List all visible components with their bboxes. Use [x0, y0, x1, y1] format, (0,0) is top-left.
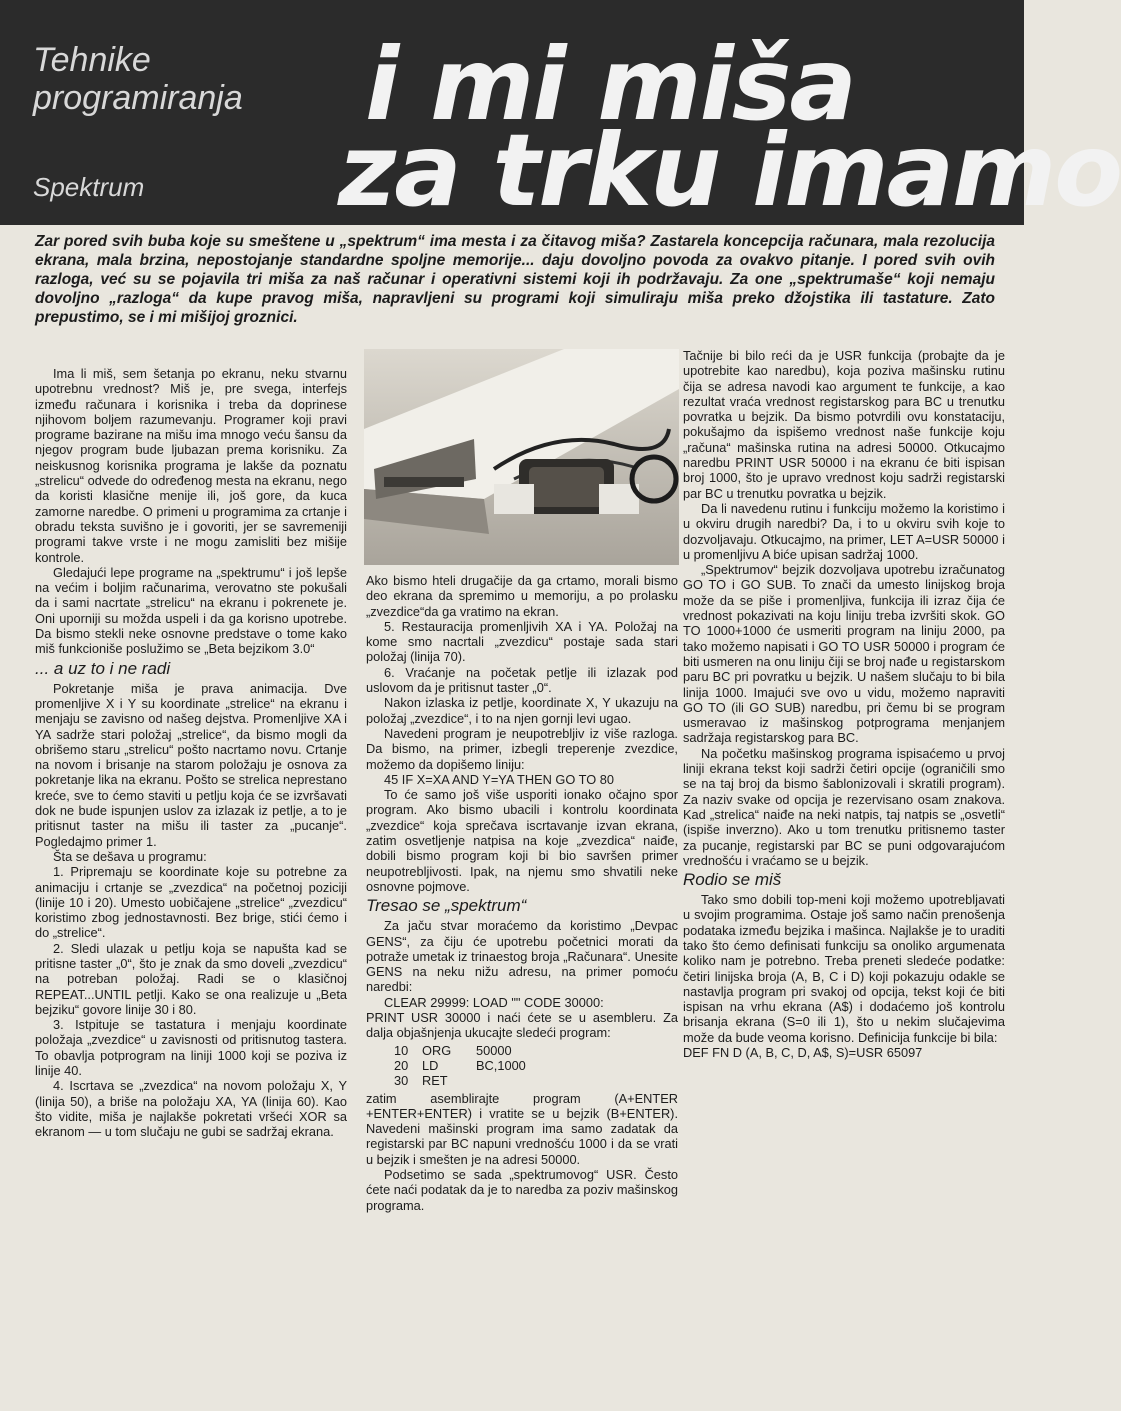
subheading: ... a uz to i ne radi: [35, 658, 171, 678]
article-title-line-2: za trku imamo: [338, 112, 1121, 229]
asm-line: [366, 1058, 678, 1073]
paragraph: 3. Istpituje se tastatura i menjaju koordinate položaja „zvezdice“ u zavisnosti od pritisnutog tastera. To obavlja potprogram na liniji 1000 koji se poziva iz linije 40.: [35, 1017, 347, 1079]
paragraph: Nakon izlaska iz petlje, koordinate X, Y ukazuju na položaj „zvezdice“, i to na njen gornji levi ugao.: [366, 695, 678, 726]
computer-mouse-photo: [364, 349, 679, 565]
subheading: Rodio se miš: [683, 870, 782, 890]
asm-line-number: 30: [394, 1073, 409, 1089]
paragraph: Pokretanje miša je prava animacija. Dve promenljive X i Y su koordinate „strelice“ na ekranu i menjaju se zavisno od našeg dejstva. Promenljive XA i YA sadrže stari položaj „strelice“, da bismo mogli da obrišemo staru „strelicu“ pošto nacrtamo novu. Crtanje na novom i brisanje na starom položaju je osnova za pokretanje lika na ekranu. Pošto se strelica neprestano kreće, sve to ćemo staviti u petlju koja će se izvršavati dok ne bude ispunjen uslov za izlazak iz petlje, a to je pritisnut taster na mišu ili taster za „pucanje“. Pogledajmo primer 1.: [35, 680, 347, 849]
paragraph: Gledajući lepe programe na „spektrumu“ i još lepše na većim i boljim računarima, verovatno ste pokušali da i sami nacrtate „strelicu“ na ekranu i pokrenete je. Oni uporniji su možda uspeli i da ga korisno upotrebe. Da bismo stekli neke osnovne predstave o tome kako miš funkcioniše poslužimo se „Beta bejzikom 3.0“: [35, 564, 347, 657]
asm-arg: BC,1000: [476, 1057, 526, 1073]
paragraph: 4. Iscrtava se „zvezdica“ na novom položaju X, Y (linija 50), a briše na položaju XA, YA (linija 60). Kao što vidite, miša je najlakše pokretati vršeći XOR sa ekranom — u tom slučaju ne gubi se sadržaj ekrana.: [35, 1078, 347, 1140]
code-line: 45 IF X=XA AND Y=YA THEN GO TO 80: [384, 771, 614, 787]
paragraph: Tako smo dobili top-meni koji možemo upotrebljavati u svojim programima. Ostaje još samo način prenošenja podataka između bejzika i mašinca. Najlakše je to uraditi tako što ćemo definisati funkciju sa onoliko argumenata koliko nam je potrebno. Treba preneti sledeće podatke: četiri linijska broja (A, B, C i D) koji pokazuju odakle se nastavlja program pri svakoj od opcija, tekst koji će biti ispisan na vrhu ekrana (A$) i dodaćemo još kontrolu brisanja ekrana (S=0 ili 1), što u nekim slučajevima može da bude veoma korisno. Definicija funkcije bi bila:: [683, 892, 1005, 1045]
asm-op: LD: [422, 1057, 439, 1073]
paragraph: PRINT USR 30000 i naći ćete se u asembleru. Za dalja objašnjenja ukucajte sledeći program:: [366, 1010, 678, 1041]
code-line: CLEAR 29999: LOAD "" CODE 30000:: [384, 994, 604, 1010]
column-3: [683, 348, 1005, 1060]
paragraph: 6. Vraćanje na početak petlje ili izlazak pod uslovom da je pritisnut taster „0“.: [366, 664, 678, 696]
asm-line: [366, 1043, 678, 1058]
section-label-2: programiranja: [33, 79, 243, 117]
asm-op: RET: [422, 1073, 448, 1089]
paragraph: Ako bismo hteli drugačije da ga crtamo, morali bismo deo ekrana da spremimo u memoriju, a po prolasku „zvezdice“da ga vratimo na ekran.: [366, 573, 678, 619]
paragraph: Tačnije bi bilo reći da je USR funkcija (probajte da je upotrebite kao naredbu), koja poziva mašinsku rutinu čija se adresa navodi kao argument te funkcije, a kao rezultat vraća vrednost registarskog para BC u trenutku povratka u bejzik. Da bismo potvrdili ovu konstataciju, pokušajmo da ispišemo vrednost naše funkcije koju „računa“ mašinska rutina na adresi 50000. Otkucajmo naredbu PRINT USR 50000 i na ekranu će biti ispisan broj 1000, što je upravo vrednost koju sadrži registarski par BC u trenutku povratka u bejzik.: [683, 348, 1005, 501]
asm-line: [366, 1073, 678, 1088]
column-1: [35, 366, 347, 1140]
paragraph: Ima li miš, sem šetanja po ekranu, neku stvarnu upotrebnu vrednost? Miš je, pre svega, interfejs između računara i korisnika i treba da doprinese njihovom boljem razumevanju. Programer koji pravi programe bazirane na mišu ima mnogo veću šansu da njegov program bude ljubazan prema korisniku. Za neiskusnog korisnika programa je lakše da poznatu „strelicu“ odvede do određenog mesta na ekranu, nego da koristi klasične menije ili, još gore, da kuca zamorne naredbe. O primeni u programima za crtanje i obradu teksta suvišno je i govoriti, jer se savremeniji programi takve vrste i ne mogu zamisliti bez mišije kontrole.: [35, 366, 347, 565]
paragraph: Za jaču stvar moraćemo da koristimo „Devpac GENS“, za čiju će upotrebu početnici morati da potraže umetak iz trinaestog broja „Računara“. Unesite GENS na neku nižu adresu, na primer pomoću naredbi:: [366, 918, 678, 995]
column-2: [366, 573, 678, 1213]
paragraph: Navedeni program je neupotrebljiv iz više razloga. Da bismo, na primer, izbegli treperenje zvezdice, možemo da dopišemo liniju:: [366, 725, 678, 772]
asm-arg: 50000: [476, 1042, 512, 1058]
article-lead: Zar pored svih buba koje su smeštene u „spektrum“ ima mesta i za čitavog miša? Zastarela koncepcija računara, mala rezolucija ekrana, mala brzina, nepostojanje standardne spoljne memorije... daju dovoljno povoda za ovakvo pitanje. I pored svih ovih razloga, već su se pojavila tri miša za naš računar i operativni sistemi koji ih podržavaju. Za one „spektrumaše“ koji nemaju dovoljno „razloga“ da kupe pravog miša, napravljeni su programi koji simuliraju miša preko džojstika ili tastature. Zato prepustimo, se i mi mišijoj groznici.: [35, 233, 995, 326]
paragraph: Podsetimo se sada „spektrumovog“ USR. Često ćete naći podatak da je to naredba za poziv mašinskog programa.: [366, 1166, 678, 1213]
asm-line-number: 10: [394, 1042, 409, 1058]
assembler-listing: [366, 1043, 678, 1089]
asm-op: ORG: [422, 1042, 452, 1058]
subheading: Tresao se „spektrum“: [366, 896, 527, 916]
paragraph: Na početku mašinskog programa ispisaćemo u prvoj liniji ekrana tekst koji sadrži četiri opcije (ograničili smo se na taj broj da bismo šablonizovali i skratili program). Za naziv svake od opcija je rezervisano osam znakova. Kad „strelica“ naiđe na neki natpis, taj natpis se „osvetli“ (ispiše inverzno). Ako u tom trenutku pritisnemo taster za pucanje, registarski par BC se puni odgovarajućom vrednošću i vraćamo se u bejzik.: [683, 745, 1005, 868]
paragraph: To će samo još više usporiti ionako očajno spor program. Ako bismo ubacili i kontrolu koordinata „zvezdice“ koja sprečava iscrtavanje izvan ekrana, zatim osvetljenje natpisa na koje „zvezdica“ naiđe, dobili bismo program koji bi bio savršen primer neupotrebljivosti. Ipak, na njemu smo shvatili neke osnovne pojmove.: [366, 787, 678, 894]
article-title-line-1: i mi miša: [365, 26, 855, 143]
paragraph: Da li navedenu rutinu i funkciju možemo la koristimo i u okviru drugih naredbi? Da, i to u okviru svih koje to dozvoljavaju. Otkucajmo, na primer, LET A=USR 50000 i u promenljivu A biće upisan sadržaj 1000.: [683, 500, 1005, 562]
paragraph: 2. Sledi ulazak u petlju koja se napušta kad se pritisne taster „0“, što je znak da smo doveli „zvezdicu“ na potreban položaj. Radi se o klasičnoj REPEAT...UNTIL petlji. Kako se ona realizuje u „Beta bejziku“ govore linije 30 i 80.: [35, 940, 347, 1017]
section-label: Tehnike: [33, 41, 151, 79]
paragraph: Šta se dešava u programu:: [53, 848, 207, 864]
paragraph: 1. Pripremaju se koordinate koje su potrebne za animaciju i crtanje se „zvezdica“ na početnoj poziciji (linije 10 i 20). Umesto uobičajene „strelice“ „zvezdicu“ koristimo zbog jednostavnosti. Bez brige, stići ćemo i do „strelice“.: [35, 864, 347, 941]
paragraph: zatim asemblirajte program (A+ENTER +ENTER+ENTER) i vratite se u bejzik (B+ENTER). Navedeni mašinski program ima samo zadatak da registarski par BC napuni vrednošću 1000 i da se vrati u bejzik i smešten je na adresi 50000.: [366, 1090, 678, 1167]
paragraph: 5. Restauracija promenljivih XA i YA. Položaj na kome smo nacrtali „zvezdicu“ postaje sada stari položaj (linija 70).: [366, 618, 678, 665]
asm-line-number: 20: [394, 1057, 409, 1073]
column-label: Spektrum: [33, 172, 145, 202]
paragraph: „Spektrumov“ bejzik dozvoljava upotrebu izračunatog GO TO i GO SUB. To znači da umesto linijskog broja može da se piše i promenljiva, funkcija ili izraz čija će vrednost pokazivati na koju liniju treba izvršiti skok. GO TO 1000+1000 će usmeriti program na liniju 2000, pa tako možemo napisati i GO TO USR 50000 i program će biti usmeren na onu liniju čiji se broj nađe u registarskom paru BC pri povratku u bejzik. U našem slučaju to bi bila linija 1000. Imajući sve ovo u vidu, možemo napraviti GO TO (ili GO SUB) naredbu, pri čemu bi se program usmeravao iz mašinskog potprograma menjanjem sadržaja registarskog para BC.: [683, 562, 1005, 746]
code-line: DEF FN D (A, B, C, D, A$, S)=USR 65097: [683, 1045, 923, 1061]
